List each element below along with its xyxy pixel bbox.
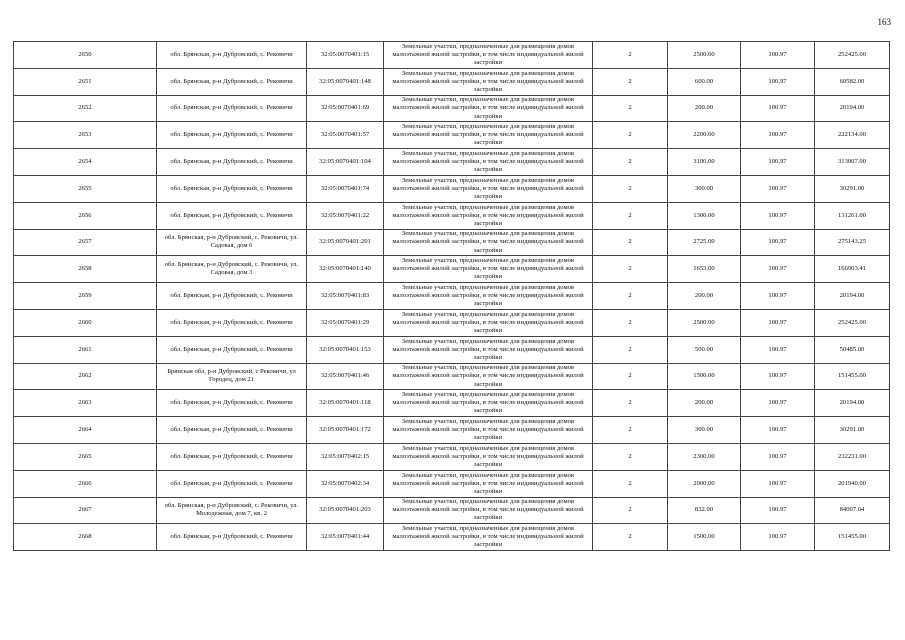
cadastral-number-cell: 32:05:0070401:153: [307, 336, 384, 363]
row-number: 2664: [14, 417, 157, 444]
table-row: [14, 524, 890, 551]
cadastral-number-cell: 32:05:0070401:118: [307, 390, 384, 417]
table-row: [14, 68, 890, 95]
cadastral-value-cell: 252425.00: [815, 42, 890, 69]
address-cell: обл. Брянская, р-н Дубровский, с. Рековичи: [157, 470, 307, 497]
category-cell: 2: [593, 256, 668, 283]
row-number: 2655: [14, 175, 157, 202]
table-row: [14, 202, 890, 229]
address-cell: обл. Брянская, р-н Дубровский, с. Рековичи: [157, 336, 307, 363]
table-row: [14, 363, 890, 390]
table-row: [14, 443, 890, 470]
table-row: [14, 122, 890, 149]
table-row: [14, 390, 890, 417]
table-row: [14, 470, 890, 497]
cadastral-value-cell: 222134.00: [815, 122, 890, 149]
cadastral-value-cell: 151455.00: [815, 363, 890, 390]
unit-value-cell: 100.97: [741, 417, 815, 444]
category-cell: 2: [593, 390, 668, 417]
cadastral-number-cell: 32:05:0070401:22: [307, 202, 384, 229]
address-cell: обл. Брянская, р-н Дубровский, с. Рековичи: [157, 390, 307, 417]
cadastral-number-cell: 32:05:0070401:140: [307, 256, 384, 283]
area-cell: 500.00: [668, 336, 741, 363]
category-cell: 2: [593, 363, 668, 390]
cadastral-value-cell: 151455.00: [815, 524, 890, 551]
unit-value-cell: 100.97: [741, 309, 815, 336]
area-cell: 2500.00: [668, 42, 741, 69]
area-cell: 200.00: [668, 390, 741, 417]
address-cell: обл. Брянская, р-н Дубровский, с. Рековичи: [157, 417, 307, 444]
row-number: 2665: [14, 443, 157, 470]
category-cell: 2: [593, 149, 668, 176]
permitted-use-cell: Земельные участки, предназначенные для размещения домов малоэтажной жилой застройки, в том числе индивидуальной жилой застройки: [384, 283, 593, 310]
table-row: [14, 417, 890, 444]
unit-value-cell: 100.97: [741, 175, 815, 202]
area-cell: 600.00: [668, 68, 741, 95]
cadastral-number-cell: 32:05:0070401:46: [307, 363, 384, 390]
unit-value-cell: 100.97: [741, 68, 815, 95]
cadastral-value-cell: 84007.04: [815, 497, 890, 524]
page-number: 163: [877, 17, 891, 27]
permitted-use-cell: Земельные участки, предназначенные для размещения домов малоэтажной жилой застройки, в том числе индивидуальной жилой застройки: [384, 497, 593, 524]
unit-value-cell: 100.97: [741, 363, 815, 390]
permitted-use-cell: Земельные участки, предназначенные для размещения домов малоэтажной жилой застройки, в том числе индивидуальной жилой застройки: [384, 95, 593, 122]
permitted-use-cell: Земельные участки, предназначенные для размещения домов малоэтажной жилой застройки, в том числе индивидуальной жилой застройки: [384, 68, 593, 95]
address-cell: обл. Брянская, р-н Дубровский, с. Рековичи: [157, 42, 307, 69]
cadastral-number-cell: 32:05:0070401:74: [307, 175, 384, 202]
category-cell: 2: [593, 68, 668, 95]
address-cell: обл. Брянская, р-н Дубровский, с. Рековичи: [157, 309, 307, 336]
permitted-use-cell: Земельные участки, предназначенные для размещения домов малоэтажной жилой застройки, в том числе индивидуальной жилой застройки: [384, 175, 593, 202]
unit-value-cell: 100.97: [741, 149, 815, 176]
category-cell: 2: [593, 417, 668, 444]
row-number: 2650: [14, 42, 157, 69]
cadastral-value-cell: 20194.00: [815, 390, 890, 417]
unit-value-cell: 100.97: [741, 95, 815, 122]
row-number: 2654: [14, 149, 157, 176]
cadastral-number-cell: 32:05:0070401:104: [307, 149, 384, 176]
table-row: [14, 336, 890, 363]
unit-value-cell: 100.97: [741, 229, 815, 256]
address-cell: обл. Брянская, р-н Дубровский, с. Рековичи: [157, 149, 307, 176]
row-number: 2667: [14, 497, 157, 524]
cadastral-value-cell: 30291.00: [815, 175, 890, 202]
category-cell: 2: [593, 524, 668, 551]
permitted-use-cell: Земельные участки, предназначенные для размещения домов малоэтажной жилой застройки, в том числе индивидуальной жилой застройки: [384, 256, 593, 283]
row-number: 2663: [14, 390, 157, 417]
permitted-use-cell: Земельные участки, предназначенные для размещения домов малоэтажной жилой застройки, в том числе индивидуальной жилой застройки: [384, 470, 593, 497]
permitted-use-cell: Земельные участки, предназначенные для размещения домов малоэтажной жилой застройки, в том числе индивидуальной жилой застройки: [384, 524, 593, 551]
row-number: 2658: [14, 256, 157, 283]
address-cell: Брянская обл, р-н Дубровский, с Рековичи, ул Городец, дом 21: [157, 363, 307, 390]
permitted-use-cell: Земельные участки, предназначенные для размещения домов малоэтажной жилой застройки, в том числе индивидуальной жилой застройки: [384, 229, 593, 256]
area-cell: 1500.00: [668, 363, 741, 390]
row-number: 2659: [14, 283, 157, 310]
cadastral-value-cell: 252425.00: [815, 309, 890, 336]
area-cell: 832.00: [668, 497, 741, 524]
area-cell: 200.00: [668, 283, 741, 310]
address-cell: обл. Брянская, р-н Дубровский, с. Рековичи: [157, 175, 307, 202]
cadastral-value-cell: 50485.00: [815, 336, 890, 363]
cadastral-value-cell: 166903.41: [815, 256, 890, 283]
cadastral-number-cell: 32:05:0070401:201: [307, 229, 384, 256]
cadastral-number-cell: 32:05:0070401:57: [307, 122, 384, 149]
area-cell: 3100.00: [668, 149, 741, 176]
table-row: [14, 229, 890, 256]
table-row: [14, 95, 890, 122]
category-cell: 2: [593, 309, 668, 336]
row-number: 2653: [14, 122, 157, 149]
table-row: [14, 309, 890, 336]
category-cell: 2: [593, 42, 668, 69]
cadastral-value-cell: 313007.00: [815, 149, 890, 176]
cadastral-value-cell: 131261.00: [815, 202, 890, 229]
address-cell: обл. Брянская, р-н Дубровский, с. Рековичи: [157, 68, 307, 95]
permitted-use-cell: Земельные участки, предназначенные для размещения домов малоэтажной жилой застройки, в том числе индивидуальной жилой застройки: [384, 309, 593, 336]
row-number: 2656: [14, 202, 157, 229]
area-cell: 300.00: [668, 417, 741, 444]
area-cell: 2725.00: [668, 229, 741, 256]
address-cell: обл. Брянская, р-н Дубровский, с. Рековичи: [157, 283, 307, 310]
unit-value-cell: 100.97: [741, 390, 815, 417]
address-cell: обл. Брянская, р-н Дубровский, с. Рековичи: [157, 95, 307, 122]
table-row: [14, 497, 890, 524]
table-body: [14, 42, 890, 551]
category-cell: 2: [593, 443, 668, 470]
unit-value-cell: 100.97: [741, 443, 815, 470]
unit-value-cell: 100.97: [741, 336, 815, 363]
cadastral-value-cell: 201940.00: [815, 470, 890, 497]
unit-value-cell: 100.97: [741, 256, 815, 283]
cadastral-value-cell: 20194.00: [815, 95, 890, 122]
land-plots-table: [13, 41, 890, 551]
permitted-use-cell: Земельные участки, предназначенные для размещения домов малоэтажной жилой застройки, в том числе индивидуальной жилой застройки: [384, 443, 593, 470]
permitted-use-cell: Земельные участки, предназначенные для размещения домов малоэтажной жилой застройки, в том числе индивидуальной жилой застройки: [384, 42, 593, 69]
unit-value-cell: 100.97: [741, 202, 815, 229]
unit-value-cell: 100.97: [741, 283, 815, 310]
permitted-use-cell: Земельные участки, предназначенные для размещения домов малоэтажной жилой застройки, в том числе индивидуальной жилой застройки: [384, 417, 593, 444]
cadastral-value-cell: 60582.00: [815, 68, 890, 95]
area-cell: 200.00: [668, 95, 741, 122]
category-cell: 2: [593, 283, 668, 310]
address-cell: обл. Брянская, р-н Дубровский, с. Рековичи: [157, 524, 307, 551]
area-cell: 2300.00: [668, 443, 741, 470]
cadastral-number-cell: 32:05:0070401:172: [307, 417, 384, 444]
cadastral-number-cell: 32:05:0070401:29: [307, 309, 384, 336]
row-number: 2661: [14, 336, 157, 363]
category-cell: 2: [593, 95, 668, 122]
cadastral-number-cell: 32:05:0070401:203: [307, 497, 384, 524]
address-cell: обл. Брянская, р-н Дубровский, с. Рековичи: [157, 202, 307, 229]
cadastral-number-cell: 32:05:0070401:15: [307, 42, 384, 69]
table-row: [14, 42, 890, 69]
permitted-use-cell: Земельные участки, предназначенные для размещения домов малоэтажной жилой застройки, в том числе индивидуальной жилой застройки: [384, 390, 593, 417]
row-number: 2668: [14, 524, 157, 551]
table-row: [14, 283, 890, 310]
permitted-use-cell: Земельные участки, предназначенные для размещения домов малоэтажной жилой застройки, в том числе индивидуальной жилой застройки: [384, 363, 593, 390]
unit-value-cell: 100.97: [741, 470, 815, 497]
cadastral-number-cell: 32:05:0070401:83: [307, 283, 384, 310]
address-cell: обл. Брянская, р-н Дубровский, с. Рековичи, ул. Садовая, дом 6: [157, 229, 307, 256]
permitted-use-cell: Земельные участки, предназначенные для размещения домов малоэтажной жилой застройки, в том числе индивидуальной жилой застройки: [384, 202, 593, 229]
category-cell: 2: [593, 229, 668, 256]
cadastral-value-cell: 232231.00: [815, 443, 890, 470]
area-cell: 2000.00: [668, 470, 741, 497]
address-cell: обл. Брянская, р-н Дубровский, с. Рековичи: [157, 122, 307, 149]
cadastral-number-cell: 32:05:0070402:15: [307, 443, 384, 470]
table-row: [14, 175, 890, 202]
cadastral-value-cell: 20194.00: [815, 283, 890, 310]
unit-value-cell: 100.97: [741, 524, 815, 551]
address-cell: обл. Брянская, р-н Дубровский, с. Рековичи, ул. Молодежная, дом 7, кв. 2: [157, 497, 307, 524]
row-number: 2651: [14, 68, 157, 95]
row-number: 2652: [14, 95, 157, 122]
permitted-use-cell: Земельные участки, предназначенные для размещения домов малоэтажной жилой застройки, в том числе индивидуальной жилой застройки: [384, 336, 593, 363]
address-cell: обл. Брянская, р-н Дубровский, с. Рековичи, ул. Садовая, дом 3: [157, 256, 307, 283]
row-number: 2662: [14, 363, 157, 390]
cadastral-value-cell: 275143.25: [815, 229, 890, 256]
address-cell: обл. Брянская, р-н Дубровский, с. Рековичи: [157, 443, 307, 470]
area-cell: 1500.00: [668, 524, 741, 551]
row-number: 2666: [14, 470, 157, 497]
cadastral-number-cell: 32:05:0070402:34: [307, 470, 384, 497]
area-cell: 1653.00: [668, 256, 741, 283]
category-cell: 2: [593, 497, 668, 524]
category-cell: 2: [593, 202, 668, 229]
unit-value-cell: 100.97: [741, 122, 815, 149]
table-row: [14, 149, 890, 176]
table-row: [14, 256, 890, 283]
permitted-use-cell: Земельные участки, предназначенные для размещения домов малоэтажной жилой застройки, в том числе индивидуальной жилой застройки: [384, 122, 593, 149]
category-cell: 2: [593, 175, 668, 202]
area-cell: 2200.00: [668, 122, 741, 149]
row-number: 2660: [14, 309, 157, 336]
cadastral-number-cell: 32:05:0070401:69: [307, 95, 384, 122]
area-cell: 1300.00: [668, 202, 741, 229]
category-cell: 2: [593, 336, 668, 363]
unit-value-cell: 100.97: [741, 42, 815, 69]
row-number: 2657: [14, 229, 157, 256]
area-cell: 2500.00: [668, 309, 741, 336]
area-cell: 300.00: [668, 175, 741, 202]
cadastral-number-cell: 32:05:0070401:148: [307, 68, 384, 95]
unit-value-cell: 100.97: [741, 497, 815, 524]
category-cell: 2: [593, 470, 668, 497]
cadastral-value-cell: 30291.00: [815, 417, 890, 444]
permitted-use-cell: Земельные участки, предназначенные для размещения домов малоэтажной жилой застройки, в том числе индивидуальной жилой застройки: [384, 149, 593, 176]
category-cell: 2: [593, 122, 668, 149]
cadastral-number-cell: 32:05:0070401:44: [307, 524, 384, 551]
